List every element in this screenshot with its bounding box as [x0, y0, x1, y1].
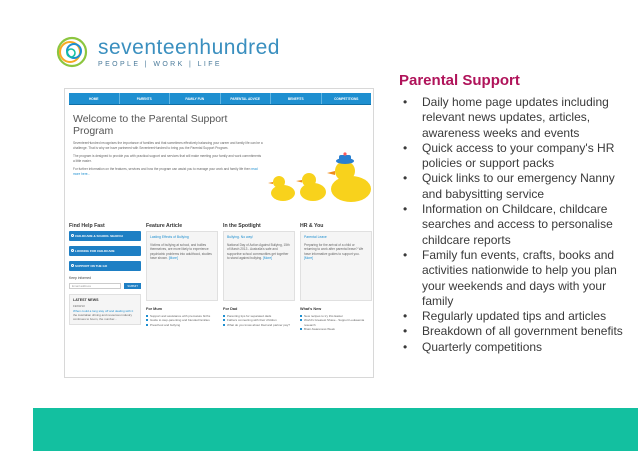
spotlight-box: [223, 231, 295, 301]
welcome-title: Welcome to the Parental Support Program: [73, 113, 228, 137]
nav-benefits[interactable]: BENEFITS: [271, 93, 322, 104]
list-item[interactable]: Support and assistance with premature births: [146, 314, 218, 318]
panel-title: Parental Support: [399, 72, 520, 89]
looking-for-childcare-button[interactable]: LOOKING FOR CHILDCARE: [69, 246, 141, 256]
feature-article-box: [146, 231, 218, 301]
logo: [54, 34, 280, 70]
keep-informed-label: Keep informed: [69, 276, 92, 280]
whats-new-title: What's New: [300, 307, 322, 311]
medium-duck-icon: [296, 173, 326, 201]
list-item[interactable]: Guide to step-parenting and blended families: [146, 318, 218, 322]
bullet-item: • Regularly updated tips and articles: [399, 309, 631, 324]
hr-title: HR & You: [300, 223, 324, 229]
small-duck-icon: [268, 176, 295, 201]
large-duck-icon: [327, 152, 371, 202]
welcome-section: [73, 113, 263, 176]
phone-icon: [71, 264, 74, 267]
feature-more-link[interactable]: [More]: [168, 256, 178, 260]
bullet-item: • Information on Childcare, childcare searches and access to personalise childcare reports: [399, 202, 631, 248]
hr-headline[interactable]: Parental Leave: [304, 235, 327, 239]
logo-tagline: PEOPLE | WORK | LIFE: [98, 60, 222, 68]
find-help-column: [69, 221, 141, 371]
latest-news-box: [69, 294, 141, 325]
bullet-item: • Quarterly competitions: [399, 340, 631, 355]
feature-article-column: [146, 221, 218, 371]
content-columns: [69, 221, 371, 371]
email-input[interactable]: Email address: [69, 283, 121, 289]
top-nav: [69, 93, 371, 105]
spotlight-headline[interactable]: Bullying. No way!: [227, 235, 254, 239]
welcome-paragraph-3: For further information on the features, services and how the program can assist you to manage your work and family life then read more here...: [73, 167, 258, 176]
feature-bullets: [399, 95, 631, 355]
list-item[interactable]: Fathers connecting with their children: [223, 318, 295, 322]
search-icon: [71, 249, 74, 252]
list-item[interactable]: Preschool and bullying: [146, 323, 218, 327]
read-more-link[interactable]: read more here...: [73, 167, 258, 176]
nav-family-fun[interactable]: FAMILY FUN: [170, 93, 221, 104]
list-item[interactable]: New recipes to try this Easter: [300, 314, 372, 318]
footer-stripe: [33, 408, 638, 451]
hr-text: Preparing for the arrival of a child or returning to work after parental leave? We have informative guides to support you.: [304, 242, 364, 256]
rubber-ducks-image: [265, 147, 374, 207]
hr-column: [300, 221, 372, 371]
bullet-item: • Family fun events, crafts, books and activities nationwide to help you plan your weekends and days with your family: [399, 248, 631, 309]
spotlight-title: In the Spotlight: [223, 223, 261, 229]
bullet-item: • Quick links to our emergency Nanny and babysitting service: [399, 171, 631, 202]
feature-article-title: Feature Article: [146, 223, 183, 229]
submit-button[interactable]: SUBMIT: [124, 283, 141, 289]
list-item[interactable]: What do you know about Dad and partner pay?: [223, 323, 295, 327]
website-screenshot: [64, 88, 374, 378]
childcare-search-button[interactable]: CHILDCARE & SCHOOL SEARCH: [69, 231, 141, 241]
spotlight-column: [223, 221, 295, 371]
news-link[interactable]: When could a long stay off and dealing with it: [73, 308, 134, 313]
newsletter-form: [69, 283, 141, 289]
spotlight-text: National Day of Action Against Bullying, 15th of March 2013 - Australia's safe and supportive school communities get together to stand against bullying.: [227, 242, 290, 260]
welcome-paragraph-1: SeventeenHundred recognises the importance of families and that sometimes effectively balancing your career and family life can be a challenge. That is why we have partnered with SeventeenHundred to bring you the Parental Support Program.: [73, 141, 263, 150]
nav-parental-advice[interactable]: PARENTAL ADVICE: [221, 93, 272, 104]
find-help-title: Find Help Fast: [69, 223, 105, 229]
logo-name: seventeenhundred: [98, 35, 280, 59]
hr-more-link[interactable]: [More]: [304, 256, 314, 260]
parental-support-panel: [399, 72, 631, 355]
nav-competitions[interactable]: COMPETITIONS: [334, 97, 359, 101]
news-date: 19/03/13: [73, 304, 85, 309]
bullet-item: • Daily home page updates including relevant news updates, articles, awareness weeks and events: [399, 95, 631, 141]
nav-parents[interactable]: PARENTS: [120, 93, 171, 104]
hr-box: [300, 231, 372, 301]
spotlight-more-link[interactable]: [More]: [262, 256, 273, 260]
list-item[interactable]: World's Greatest Shave - Support Leukaemia research: [300, 318, 372, 327]
search-icon: [71, 234, 74, 237]
support-on-the-go-button[interactable]: SUPPORT ON THE GO: [69, 261, 141, 271]
feature-article-headline[interactable]: Lasting Effects of Bullying: [150, 235, 189, 239]
latest-news-title: LATEST NEWS: [73, 298, 99, 302]
news-text: the Australian driving and resources industry continues to boom, the number...: [73, 312, 133, 322]
nav-home[interactable]: HOME: [69, 93, 120, 104]
logo-rings-icon: [54, 34, 90, 70]
feature-article-text: Victims of bullying at school, and bullies themselves, are more likely to experience psychiatric problems into adulthood, studies have shown.: [150, 242, 212, 260]
welcome-paragraph-2: The program is designed to provide you with practical support and services that will make meeting your family and work commitments a little easier.: [73, 154, 262, 163]
for-mum-title: For Mum: [146, 307, 163, 311]
bullet-item: • Quick access to your company's HR policies or support packs: [399, 141, 631, 172]
bullet-item: • Breakdown of all government benefits: [399, 324, 631, 339]
for-dad-title: For Dad: [223, 307, 238, 311]
list-item[interactable]: Parenting tips for separated dads: [223, 314, 295, 318]
list-item[interactable]: Brain Awareness Week: [300, 327, 372, 331]
